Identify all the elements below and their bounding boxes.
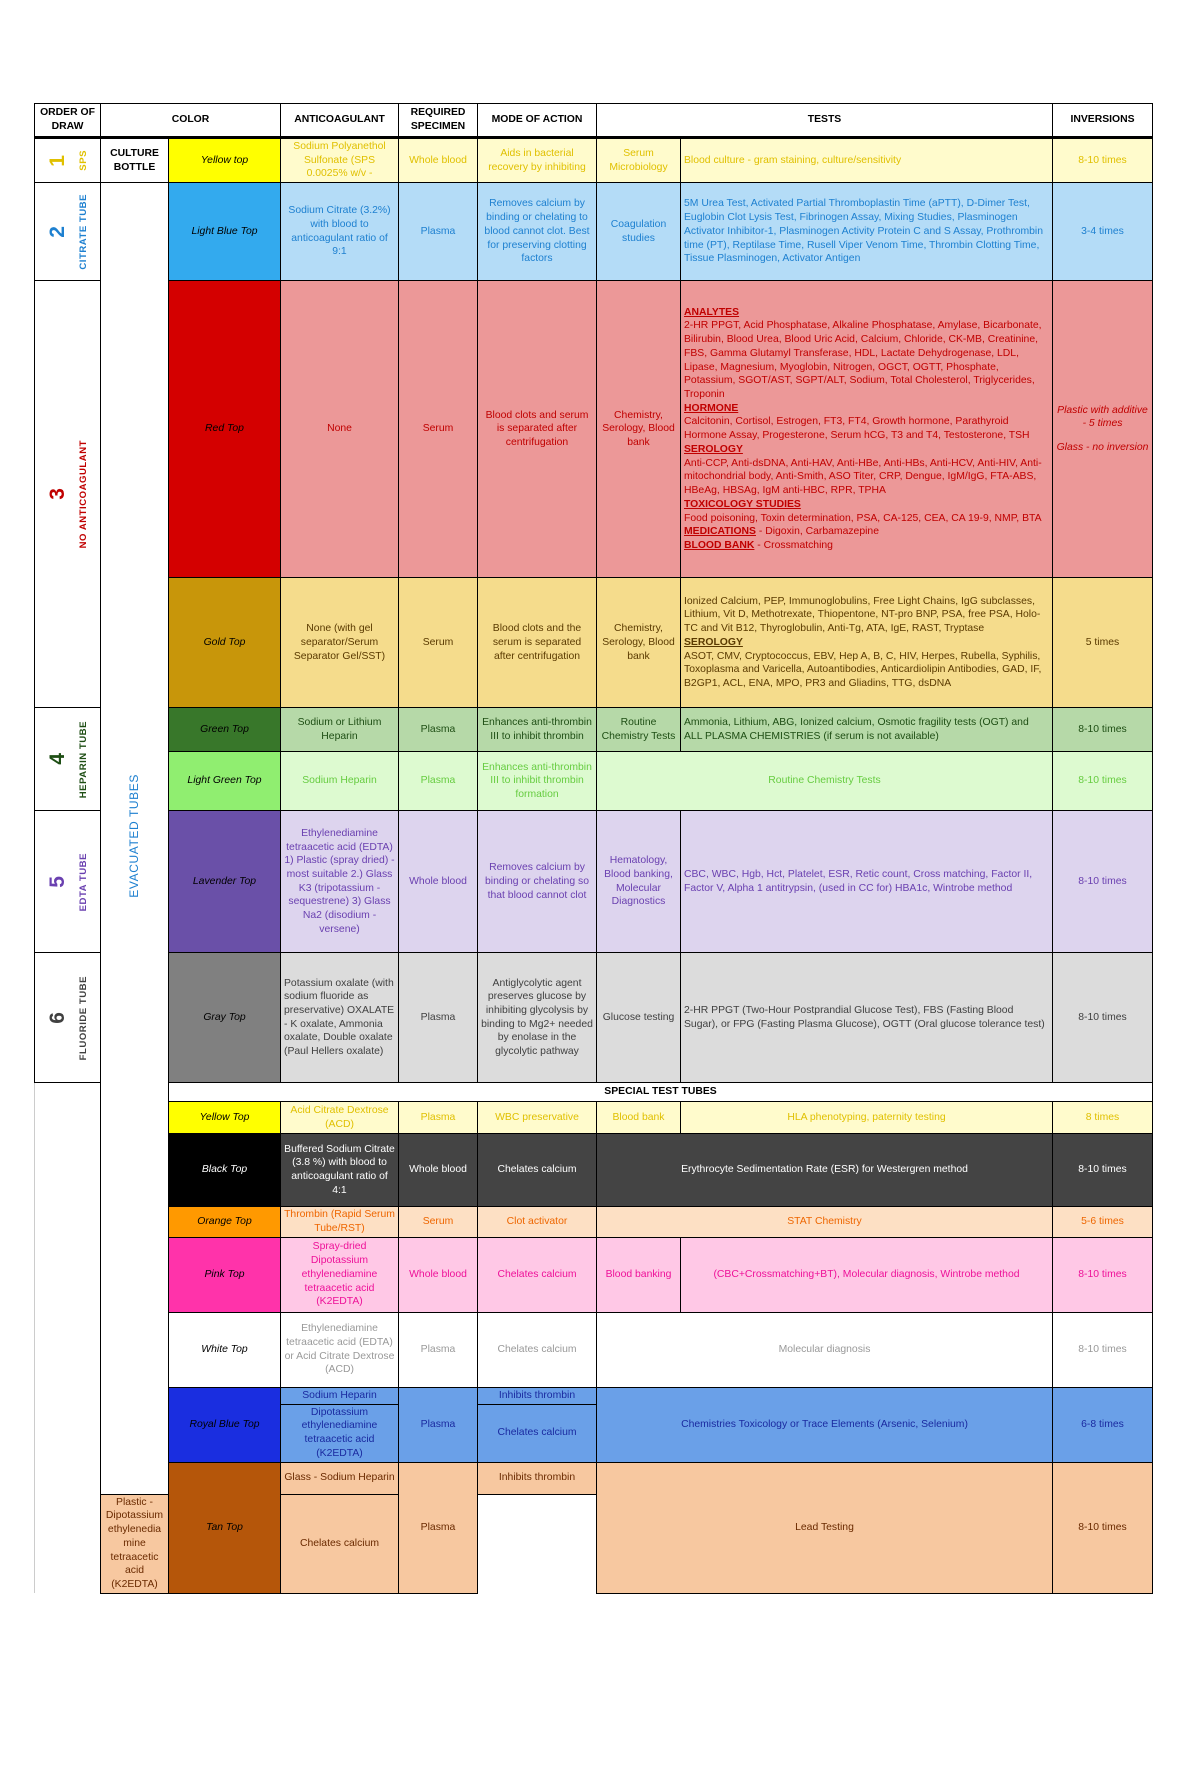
mode-of-action-k2edta: Chelates calcium: [281, 1494, 399, 1593]
section-serology: SEROLOGY: [684, 443, 743, 455]
medications-list: - Digoxin, Carbamazepine: [755, 526, 879, 538]
test-category: Blood bank: [597, 1102, 681, 1134]
row-special-yellow-top: [35, 1102, 1153, 1134]
specimen: Plasma: [399, 1462, 478, 1593]
order-number: 2: [46, 225, 70, 238]
mode-of-action: Blood clots and serum is separated after centrifugation: [478, 281, 597, 578]
header-required-specimen: REQUIRED SPECIMEN: [399, 104, 478, 138]
tests: Ammonia, Lithium, ABG, Ionized calcium, Osmotic fragility tests (OGT) and ALL PLASMA CHEMISTRIES (if serum is not available): [681, 708, 1053, 752]
inversions: 8-10 times: [1053, 1134, 1153, 1207]
color-royal-blue-top: Royal Blue Top: [169, 1387, 281, 1462]
inversions: 8-10 times: [1053, 708, 1153, 752]
test-category: Coagulation studies: [597, 183, 681, 281]
blank-order-column: [35, 1083, 101, 1594]
header-row: [35, 104, 1153, 138]
color-light-blue-top: Light Blue Top: [169, 183, 281, 281]
test-category: Serum Microbiology: [597, 138, 681, 183]
mode-of-action: Chelates calcium: [478, 1237, 597, 1312]
serology-list: Anti-CCP, Anti-dsDNA, Anti-HAV, Anti-HBe, Anti-HBs, Anti-HCV, Anti-HIV, Anti-mitochondrial body, Anti-Smith, ASO Titer, CRP, Dengue, IgM/IgG, FTA-ABS, HBeAg, HBSAg, IgM anti-HBC, RPR, TPHA: [684, 457, 1042, 497]
row-green-top: [35, 708, 1153, 752]
color-green-top: Green Top: [169, 708, 281, 752]
inversions: 5 times: [1053, 578, 1153, 708]
order-6: [35, 953, 101, 1083]
mode-of-action-heparin: Inhibits thrombin: [478, 1387, 597, 1404]
specimen: Whole blood: [399, 811, 478, 953]
order-number: 1: [46, 154, 70, 167]
specimen: Plasma: [399, 1102, 478, 1134]
order-of-draw-table: [34, 103, 1153, 1594]
anticoagulant: Thrombin (Rapid Serum Tube/RST): [281, 1207, 399, 1237]
color-white-top: White Top: [169, 1312, 281, 1387]
order-label: CITRATE TUBE: [78, 193, 90, 270]
mode-of-action: Enhances anti-thrombin III to inhibit thrombin: [478, 708, 597, 752]
mode-of-action: Chelates calcium: [478, 1134, 597, 1207]
color-black-top: Black Top: [169, 1134, 281, 1207]
inversions: 8-10 times: [1053, 1312, 1153, 1387]
order-label: FLUORIDE TUBE: [78, 975, 90, 1060]
header-mode-of-action: MODE OF ACTION: [478, 104, 597, 138]
gold-tests-list: Ionized Calcium, PEP, Immunoglobulins, Free Light Chains, IgG subclasses, Lithium, Vit D, Methotrexate, Thiopentone, NT-pro BNP, PSA, free PSA, Holo-TC and Vit B12, Thyroglobulin, Anti-Tg, ATA, IgE, RAST, Tryptase: [684, 595, 1041, 635]
inversions: 3-4 times: [1053, 183, 1153, 281]
order-label: HEPARIN TUBE: [78, 720, 90, 798]
specimen: Plasma: [399, 183, 478, 281]
order-number: 5: [46, 875, 70, 888]
specimen: Plasma: [399, 708, 478, 752]
serology-list: ASOT, CMV, Cryptococcus, EBV, Hep A, B, C, HIV, Herpes, Rubella, Syphilis, Toxoplasma and Varicella, Autoantibodies, Anticardiolipin Antibodies, GAD, IF, B2GP1, ACL, ENA, MPO, PR3 and Gliadins, TTG, dsDNA: [684, 650, 1042, 690]
test-category: Glucose testing: [597, 953, 681, 1083]
row-gray-top: [35, 953, 1153, 1083]
test-category: Routine Chemistry Tests: [597, 708, 681, 752]
row-tan-top-1: [35, 1462, 1153, 1494]
color-tan-top: Tan Top: [169, 1462, 281, 1593]
mode-of-action: Removes calcium by binding or chelating to blood cannot clot. Best for preserving clotting factors: [478, 183, 597, 281]
row-white-top: [35, 1312, 1153, 1387]
tests: HLA phenotyping, paternity testing: [681, 1102, 1053, 1134]
section-hormone: HORMONE: [684, 402, 739, 414]
test-category: Chemistry, Serology, Blood bank: [597, 281, 681, 578]
anticoagulant: None (with gel separator/Serum Separator Gel/SST): [281, 578, 399, 708]
order-label: EDTA TUBE: [78, 852, 90, 911]
order-4: [35, 708, 101, 811]
order-number: 6: [46, 1011, 70, 1024]
tests: STAT Chemistry: [597, 1207, 1053, 1237]
specimen: Serum: [399, 281, 478, 578]
anticoagulant: Buffered Sodium Citrate (3.8 %) with blood to anticoagulant ratio of 4:1: [281, 1134, 399, 1207]
mode-of-action: Chelates calcium: [478, 1312, 597, 1387]
tests: Blood culture - gram staining, culture/sensitivity: [681, 138, 1053, 183]
section-analytes: ANALYTES: [684, 306, 740, 318]
anticoagulant: Ethylenediamine tetraacetic acid (EDTA) 1) Plastic (spray dried) - most suitable 2.) Glass K3 (tripotassium - sequestrene) 3) Glass Na2 (disodium - versene): [281, 811, 399, 953]
specimen: Plasma: [399, 953, 478, 1083]
color-pink-top: Pink Top: [169, 1237, 281, 1312]
row-black-top: [35, 1134, 1153, 1207]
mode-of-action: Aids in bacterial recovery by inhibiting: [478, 138, 597, 183]
specimen: Plasma: [399, 752, 478, 811]
anticoagulant-k2edta: Dipotassium ethylenediamine tetraacetic acid (K2EDTA): [281, 1404, 399, 1462]
row-light-green-top: [35, 752, 1153, 811]
anticoagulant-plastic: Plastic - Dipotassium ethylenediamine tetraacetic acid (K2EDTA): [101, 1494, 169, 1593]
mode-of-action-heparin: Inhibits thrombin: [478, 1462, 597, 1494]
blood-bank-line: [684, 539, 1049, 553]
tests: Routine Chemistry Tests: [597, 752, 1053, 811]
specimen: Serum: [399, 578, 478, 708]
row-royal-blue-top-1: [35, 1387, 1153, 1404]
header-color: COLOR: [101, 104, 281, 138]
row-gold-top: [35, 578, 1153, 708]
inversions: 8-10 times: [1053, 1462, 1153, 1593]
row-light-blue-top: [35, 183, 1153, 281]
anticoagulant: Potassium oxalate (with sodium fluoride as preservative) OXALATE - K oxalate, Ammonia oxalate, Double oxalate (Paul Hellers oxalate): [281, 953, 399, 1083]
anticoagulant: Ethylenediamine tetraacetic acid (EDTA) or Acid Citrate Dextrose (ACD): [281, 1312, 399, 1387]
order-2: [35, 183, 101, 281]
anticoagulant: Sodium or Lithium Heparin: [281, 708, 399, 752]
order-1: [35, 138, 101, 183]
tests: Lead Testing: [597, 1462, 1053, 1593]
order-label: SPS: [78, 150, 90, 171]
special-test-tubes-row: [35, 1083, 1153, 1102]
header-inversions: INVERSIONS: [1053, 104, 1153, 138]
anticoagulant: Spray-dried Dipotassium ethylenediamine tetraacetic acid (K2EDTA): [281, 1237, 399, 1312]
anticoagulant: Sodium Citrate (3.2%) with blood to anticoagulant ratio of 9:1: [281, 183, 399, 281]
header-order-of-draw: ORDER OF DRAW: [35, 104, 101, 138]
anticoagulant: Sodium Heparin: [281, 752, 399, 811]
tests: 5M Urea Test, Activated Partial Thromboplastin Time (aPTT), D-Dimer Test, Euglobin Clot Lysis Test, Fibrinogen Assay, Mixing Studies, Plasminogen Activator Inhibitor-1, Plasminogen Activity Protein C and S Assay, Prothrombin time (PT), Reptilase Time, Rusell Viper Venom Time, Thrombin Clotting Time, Tissue Plasminogen, Activator Antigen: [681, 183, 1053, 281]
inversion-plastic: Plastic with additive - 5 times: [1057, 404, 1148, 430]
order-number: 4: [46, 753, 70, 766]
order-of-draw-chart: [34, 103, 1152, 1594]
specimen: Whole blood: [399, 138, 478, 183]
inversions: 8-10 times: [1053, 138, 1153, 183]
order-number: 3: [46, 488, 70, 501]
order-3: [35, 281, 101, 708]
mode-of-action: Blood clots and the serum is separated after centrifugation: [478, 578, 597, 708]
tests: Erythrocyte Sedimentation Rate (ESR) for Westergren method: [597, 1134, 1053, 1207]
row-orange-top: [35, 1207, 1153, 1237]
blood-bank-list: - Crossmatching: [754, 540, 833, 552]
mode-of-action-k2edta: Chelates calcium: [478, 1404, 597, 1462]
order-label: NO ANTICOAGULANT: [78, 440, 90, 549]
test-category: Hematology, Blood banking, Molecular Diagnostics: [597, 811, 681, 953]
mode-of-action: WBC preservative: [478, 1102, 597, 1134]
specimen: Whole blood: [399, 1237, 478, 1312]
inversions: 6-8 times: [1053, 1387, 1153, 1462]
color-gold-top: Gold Top: [169, 578, 281, 708]
anticoagulant: None: [281, 281, 399, 578]
toxicology-list: Food poisoning, Toxin determination, PSA, CA-125, CEA, CA 19-9, NMP, BTA: [684, 512, 1042, 524]
inversions: 8 times: [1053, 1102, 1153, 1134]
color-yellow-top: Yellow top: [169, 138, 281, 183]
inversions: [1053, 281, 1153, 578]
tests: Molecular diagnosis: [597, 1312, 1053, 1387]
tests: [681, 281, 1053, 578]
specimen: Plasma: [399, 1387, 478, 1462]
color-orange-top: Orange Top: [169, 1207, 281, 1237]
tests: (CBC+Crossmatching+BT), Molecular diagnosis, Wintrobe method: [681, 1237, 1053, 1312]
inversions: 8-10 times: [1053, 1237, 1153, 1312]
mode-of-action: Enhances anti-thrombin III to inhibit thrombin formation: [478, 752, 597, 811]
tests: [681, 578, 1053, 708]
tests: Chemistries Toxicology or Trace Elements (Arsenic, Selenium): [597, 1387, 1053, 1462]
inversions: 5-6 times: [1053, 1207, 1153, 1237]
row-red-top: [35, 281, 1153, 578]
row-yellow-top: [35, 138, 1153, 183]
header-tests: TESTS: [597, 104, 1053, 138]
culture-bottle-label: CULTURE BOTTLE: [101, 138, 169, 183]
row-pink-top: [35, 1237, 1153, 1312]
anticoagulant-heparin: Sodium Heparin: [281, 1387, 399, 1404]
inversion-glass: Glass - no inversion: [1056, 442, 1149, 454]
mode-of-action: Antiglycolytic agent preserves glucose by inhibiting glycolysis by binding to Mg2+ needed by enolase in the glycolytic pathway: [478, 953, 597, 1083]
order-5: [35, 811, 101, 953]
color-red-top: Red Top: [169, 281, 281, 578]
hormone-list: Calcitonin, Cortisol, Estrogen, FT3, FT4, Growth hormone, Parathyroid Hormone Assay, Progesterone, Serum hCG, T3 and T4, Testosterone, TSH: [684, 416, 1030, 442]
specimen: Serum: [399, 1207, 478, 1237]
row-lavender-top: [35, 811, 1153, 953]
color-yellow-top: Yellow Top: [169, 1102, 281, 1134]
special-test-tubes-header: SPECIAL TEST TUBES: [169, 1083, 1153, 1102]
tests: 2-HR PPGT (Two-Hour Postprandial Glucose Test), FBS (Fasting Blood Sugar), or FPG (Fasting Plasma Glucose), OGTT (Oral glucose tolerance test): [681, 953, 1053, 1083]
mode-of-action: Clot activator: [478, 1207, 597, 1237]
mode-of-action: Removes calcium by binding or chelating so that blood cannot clot: [478, 811, 597, 953]
analytes-list: 2-HR PPGT, Acid Phosphatase, Alkaline Phosphatase, Amylase, Bicarbonate, Bilirubin, Blood Urea, Blood Uric Acid, Calcium, Chloride, CK-MB, Creatinine, FBS, Gamma Glutamyl Transferase, HDL, Lactate Dehydrogenase, LDL, Lipase, Magnesium, Myoglobin, Nitrogen, OGCT, OGTT, Phosphate, Potassium, SGOT/AST, SGPT/ALT, Sodium, Total Cholesterol, Triglycerides, Troponin: [684, 320, 1042, 400]
test-category: Blood banking: [597, 1237, 681, 1312]
inversions: 8-10 times: [1053, 752, 1153, 811]
section-blood-bank: BLOOD BANK: [684, 540, 755, 552]
header-anticoagulant: ANTICOAGULANT: [281, 104, 399, 138]
inversions: 8-10 times: [1053, 811, 1153, 953]
medications-line: [684, 525, 1049, 539]
anticoagulant: Sodium Polyanethol Sulfonate (SPS 0.0025% w/v -: [281, 138, 399, 183]
test-category: Chemistry, Serology, Blood bank: [597, 578, 681, 708]
inversions: 8-10 times: [1053, 953, 1153, 1083]
color-lavender-top: Lavender Top: [169, 811, 281, 953]
anticoagulant-glass: Glass - Sodium Heparin: [281, 1462, 399, 1494]
specimen: Plasma: [399, 1312, 478, 1387]
color-gray-top: Gray Top: [169, 953, 281, 1083]
section-toxicology: TOXICOLOGY STUDIES: [684, 498, 801, 510]
color-light-green-top: Light Green Top: [169, 752, 281, 811]
section-medications: MEDICATIONS: [684, 526, 756, 538]
section-serology: SEROLOGY: [684, 636, 743, 648]
anticoagulant: Acid Citrate Dextrose (ACD): [281, 1102, 399, 1134]
evacuated-tubes-label: EVACUATED TUBES: [101, 183, 169, 1494]
tests: CBC, WBC, Hgb, Hct, Platelet, ESR, Retic count, Cross matching, Factor II, Factor V, Alpha 1 antitrypsin, (used in CC for) HBA1c, Wintrobe method: [681, 811, 1053, 953]
specimen: Whole blood: [399, 1134, 478, 1207]
